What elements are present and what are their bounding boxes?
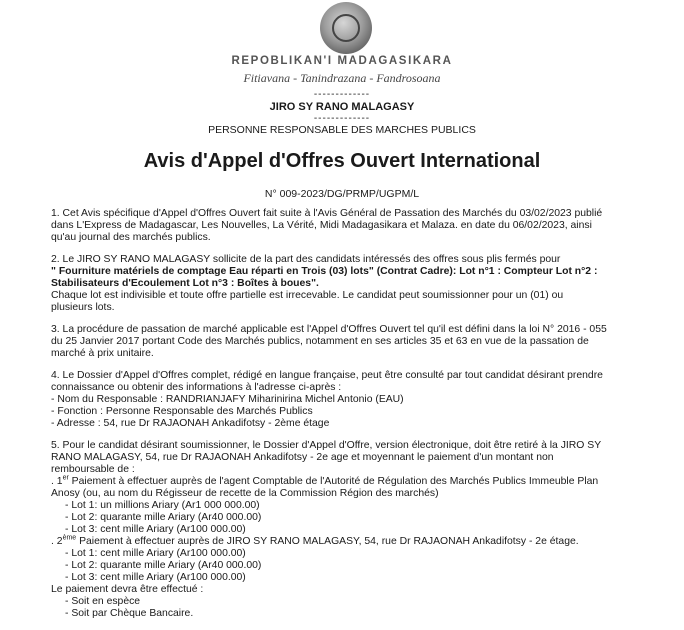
first-payment-text: Paiement à effectuer auprès de l'agent Comptable de l'Autorité de Régulation des Marchés Publics Immeuble Plan	[68, 476, 599, 487]
procurement-object-line: " Fourniture matériels de comptage Eau réparti en Trois (03) lots" (Contrat Cadre): Lot n°1 : Compteur Lot n°2 :	[51, 266, 598, 277]
first-payment-line	[51, 476, 677, 488]
paragraph-2	[51, 254, 677, 314]
paragraph-line: qu'au journal des marchés publics.	[51, 232, 211, 243]
second-payment-ordinal: ème	[62, 534, 77, 542]
paragraph-line: remboursable de :	[51, 464, 135, 475]
paragraph-line: Anosy (ou, au nom du Régisseur de recette de la Commission Région des marchés)	[51, 488, 439, 499]
payment-method-cash: - Soit en espèce	[65, 596, 141, 607]
reference-number: N° 009-2023/DG/PRMP/UGPM/L	[264, 188, 420, 200]
paragraph-line: 1. Cet Avis spécifique d'Appel d'Offres Ouvert fait suite à l'Avis Général de Passation des Marchés du 03/02/2023 publié	[51, 208, 603, 219]
paragraph-line: 5. Pour le candidat désirant soumissionner, le Dossier d'Appel d'Offre, version électronique, doit être retiré à la JIRO SY	[51, 440, 602, 451]
first-payment-ordinal: er	[62, 474, 69, 482]
fee-lot-2: - Lot 2: quarante mille Ariary (Ar40 000.00)	[65, 512, 262, 523]
fee-lot-1: - Lot 1: cent mille Ariary (Ar100 000.00)	[65, 548, 246, 559]
first-payment-number: . 1	[51, 476, 63, 487]
paragraph-1	[51, 208, 677, 244]
paragraph-line: plusieurs lots.	[51, 302, 115, 313]
fee-lot-3: - Lot 3: cent mille Ariary (Ar100 000.00)	[65, 524, 246, 535]
paragraph-line: 3. La procédure de passation de marché applicable est l'Appel d'Offres Ouvert tel qu'il est défini dans la loi N° 2016 - 055	[51, 324, 607, 335]
paragraph-5	[51, 440, 677, 620]
second-payment-line	[51, 536, 677, 548]
paragraph-line: 2. Le JIRO SY RANO MALAGASY sollicite de la part des candidats intéressés des offres sous plis fermés pour	[51, 254, 561, 265]
separator-bottom: -------------	[313, 113, 371, 124]
document-title: Avis d'Appel d'Offres Ouvert International	[143, 150, 541, 172]
payment-method-cheque: - Soit par Chèque Bancaire.	[65, 608, 194, 619]
national-motto: Fitiavana - Tanindrazana - Fandrosoana	[243, 71, 441, 85]
contact-name: - Nom du Responsable : RANDRIANJAFY Miharinirina Michel Antonio (EAU)	[51, 394, 404, 405]
paragraph-line: Chaque lot est indivisible et toute offre partielle est irrecevable. Le candidat peut soumissionner pour un (01) ou	[51, 290, 564, 301]
responsible-office: PERSONNE RESPONSABLE DES MARCHES PUBLICS	[208, 124, 476, 136]
paragraph-line: du 25 Janvier 2017 portant Code des Marchés publics, notamment en ses articles 35 et 63 en vue de la passation de	[51, 336, 589, 347]
second-payment-number: . 2	[51, 536, 63, 547]
paragraph-line: RANO MALAGASY, 54, rue Dr RAJAONAH Ankadifotsy - 2e age et moyennant le paiement d'un montant non	[51, 452, 554, 463]
paragraph-line: connaissance ou obtenir des informations à l'adresse ci-après :	[51, 382, 342, 393]
paragraph-line: marché à prix unitaire.	[51, 348, 154, 359]
document-body	[51, 208, 677, 630]
organization-name: JIRO SY RANO MALAGASY	[269, 101, 415, 113]
contact-address: - Adresse : 54, rue Dr RAJAONAH Ankadifotsy - 2ème étage	[51, 418, 330, 429]
seal-inner-ring	[332, 14, 360, 42]
paragraph-line: dans L'Express de Madagascar, Les Nouvelles, La Vérité, Midi Madagasikara et Malaza. en date du 06/02/2023, ainsi	[51, 220, 592, 231]
second-payment-text: Paiement à effectuer auprès de JIRO SY RANO MALAGASY, 54, rue Dr RAJAONAH Ankadifotsy - 2e étage.	[76, 536, 579, 547]
fee-lot-2: - Lot 2: quarante mille Ariary (Ar40 000.00)	[65, 560, 262, 571]
procurement-object-line: Stabilisateurs d'Ecoulement Lot n°3 : Boîtes à boues".	[51, 278, 319, 289]
fee-lot-3: - Lot 3: cent mille Ariary (Ar100 000.00)	[65, 572, 246, 583]
paragraph-3	[51, 324, 677, 360]
contact-function: - Fonction : Personne Responsable des Marchés Publics	[51, 406, 313, 417]
country-name: REPOBLIKAN'I MADAGASIKARA	[231, 55, 453, 67]
paragraph-line: 4. Le Dossier d'Appel d'Offres complet, rédigé en langue française, peut être consulté par tout candidat désirant prendre	[51, 370, 603, 381]
fee-lot-1: - Lot 1: un millions Ariary (Ar1 000 000.00)	[65, 500, 260, 511]
separator-top: -------------	[313, 89, 371, 100]
payment-intro: Le paiement devra être effectué :	[51, 584, 204, 595]
state-seal-emblem	[320, 2, 372, 54]
paragraph-4	[51, 370, 677, 430]
